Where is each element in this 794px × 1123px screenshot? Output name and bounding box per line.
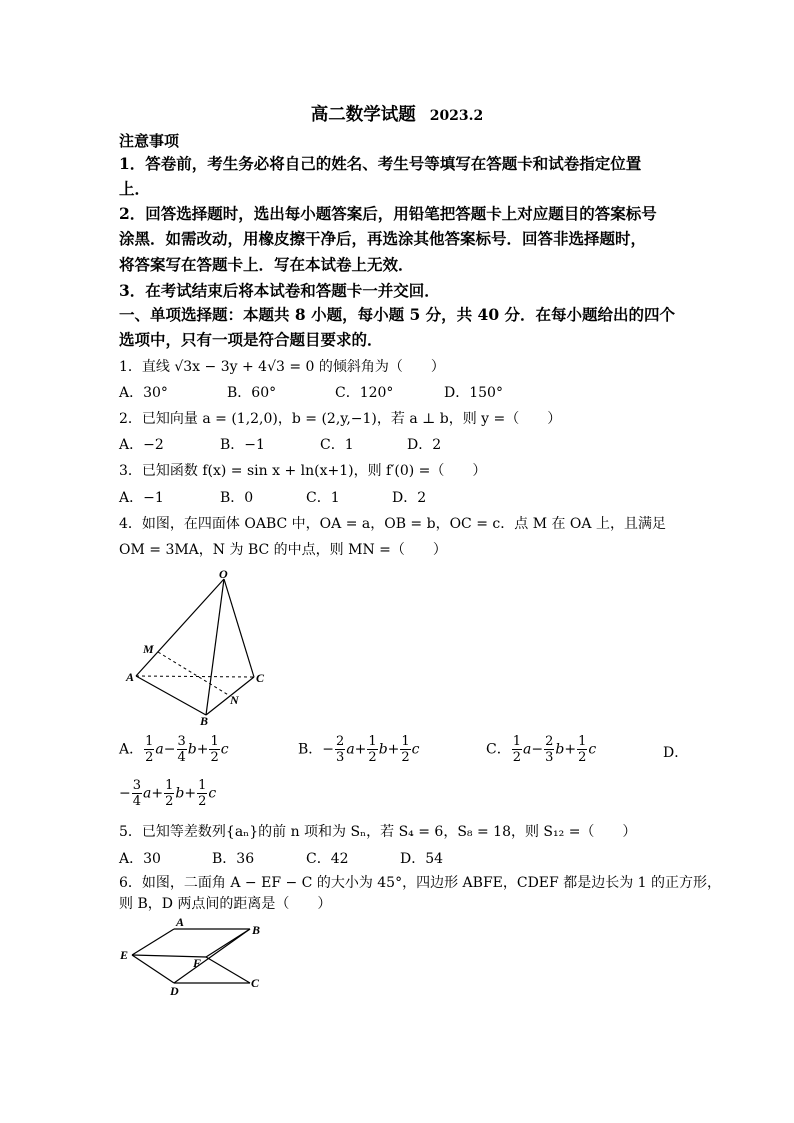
notice-item: 1．答卷前，考生务必将自己的姓名、考生号等填写在答题卡和试卷指定位置 <box>119 154 642 173</box>
q2-option-a: A．−2 <box>119 437 164 453</box>
notice-item: 将答案写在答题卡上．写在本试卷上无效． <box>119 255 414 274</box>
question-4-stem: 4．如图，在四面体 OABC 中，OA = a，OB = b，OC = c．点 M 在 OA 上，且满足 <box>119 516 666 532</box>
section-heading: 选项中，只有一项是符合题目要求的． <box>119 330 383 349</box>
notice-item: 3．在考试结束后将本试卷和答题卡一并交回． <box>119 281 440 300</box>
question-3-stem: 3．已知函数 f(x) = sin x + ln(x+1)，则 f′(0) =（ ） <box>119 463 487 479</box>
fig-label-m: M <box>143 642 154 656</box>
q4-option-d-label: D． <box>663 745 689 761</box>
q5-option-b: B．36 <box>212 851 255 867</box>
q1-option-b: B．60° <box>227 385 277 401</box>
fig-label-c: C <box>251 976 260 990</box>
q3-option-c: C．1 <box>306 490 340 506</box>
q1-option-a: A．30° <box>119 385 168 401</box>
q3-option-a: A．−1 <box>119 490 164 506</box>
page-title <box>0 101 794 126</box>
question-4-stem: OM = 3MA，N 为 BC 的中点，则 MN =（ ） <box>119 542 447 558</box>
q5-option-d: D．54 <box>400 851 444 867</box>
notice-item: 上． <box>119 179 151 198</box>
notice-heading: 注意事项 <box>119 132 180 150</box>
q4-option-d: − $\frac{3}{4}$ a+ $\frac{1}{2}$ b+ $\frac{1}{2}$ c <box>119 778 217 809</box>
q1-option-c: C．120° <box>335 385 394 401</box>
q3-option-d: D．2 <box>392 490 427 506</box>
fig-label-e: E <box>120 948 129 962</box>
fig-label-b: B <box>252 923 261 937</box>
exam-date: 2023.2 <box>429 108 484 124</box>
q2-option-b: B．−1 <box>220 437 265 453</box>
q4-option-c: C． $\frac{1}{2}$ a− $\frac{2}{3}$ b+ $\frac{1}{2}$ c <box>486 734 597 765</box>
section-heading: 一、单项选择题：本题共 8 小题，每小题 5 分，共 40 分．在每小题给出的四个 <box>119 305 676 324</box>
question-6-stem: 6．如图，二面角 A − EF − C 的大小为 45°，四边形 ABFE，CDEF 都是边长为 1 的正方形， <box>119 875 721 891</box>
fig-label-n: N <box>230 693 239 707</box>
q5-option-c: C．42 <box>306 851 349 867</box>
fig-label-a: A <box>126 670 135 684</box>
question-1-stem: 1．直线 √3x − 3y + 4√3 = 0 的倾斜角为（ ） <box>119 359 445 375</box>
q2-option-d: D．2 <box>407 437 442 453</box>
title-text: 高二数学试题 <box>310 105 416 125</box>
q4-option-b: B．− $\frac{2}{3}$ a+ $\frac{1}{2}$ b+ $\frac{1}{2}$ c <box>298 734 420 765</box>
notice-item: 涂黑．如需改动，用橡皮擦干净后，再选涂其他答案标号．回答非选择题时， <box>119 229 647 248</box>
q1-option-d: D．150° <box>444 385 503 401</box>
fig-label-b: B <box>200 714 209 728</box>
fig-label-c: C <box>256 671 265 685</box>
tetrahedron-figure <box>120 565 270 730</box>
fig-label-d: D <box>170 984 179 998</box>
question-5-stem: 5．已知等差数列{aₙ}的前 n 项和为 Sₙ，若 S₄ = 6，S₈ = 18，则 S₁₂ =（ ） <box>119 824 637 840</box>
dihedral-figure <box>118 915 268 1000</box>
q2-option-c: C．1 <box>320 437 354 453</box>
q3-option-b: B．0 <box>220 490 254 506</box>
fig-label-o: O <box>219 567 228 581</box>
notice-item: 2．回答选择题时，选出每小题答案后，用铅笔把答题卡上对应题目的答案标号 <box>119 204 657 223</box>
question-6-stem: 则 B，D 两点间的距离是（ ） <box>119 896 332 912</box>
question-2-stem: 2．已知向量 a = (1,2,0)，b = (2,y,−1)，若 a ⊥ b，则 y =（ ） <box>119 411 562 427</box>
fig-label-f: F <box>193 956 202 970</box>
q5-option-a: A．30 <box>119 851 161 867</box>
fig-label-a: A <box>176 915 185 929</box>
q4-option-a: A． $\frac{1}{2}$ a− $\frac{3}{4}$ b+ $\frac{1}{2}$ c <box>119 734 229 765</box>
